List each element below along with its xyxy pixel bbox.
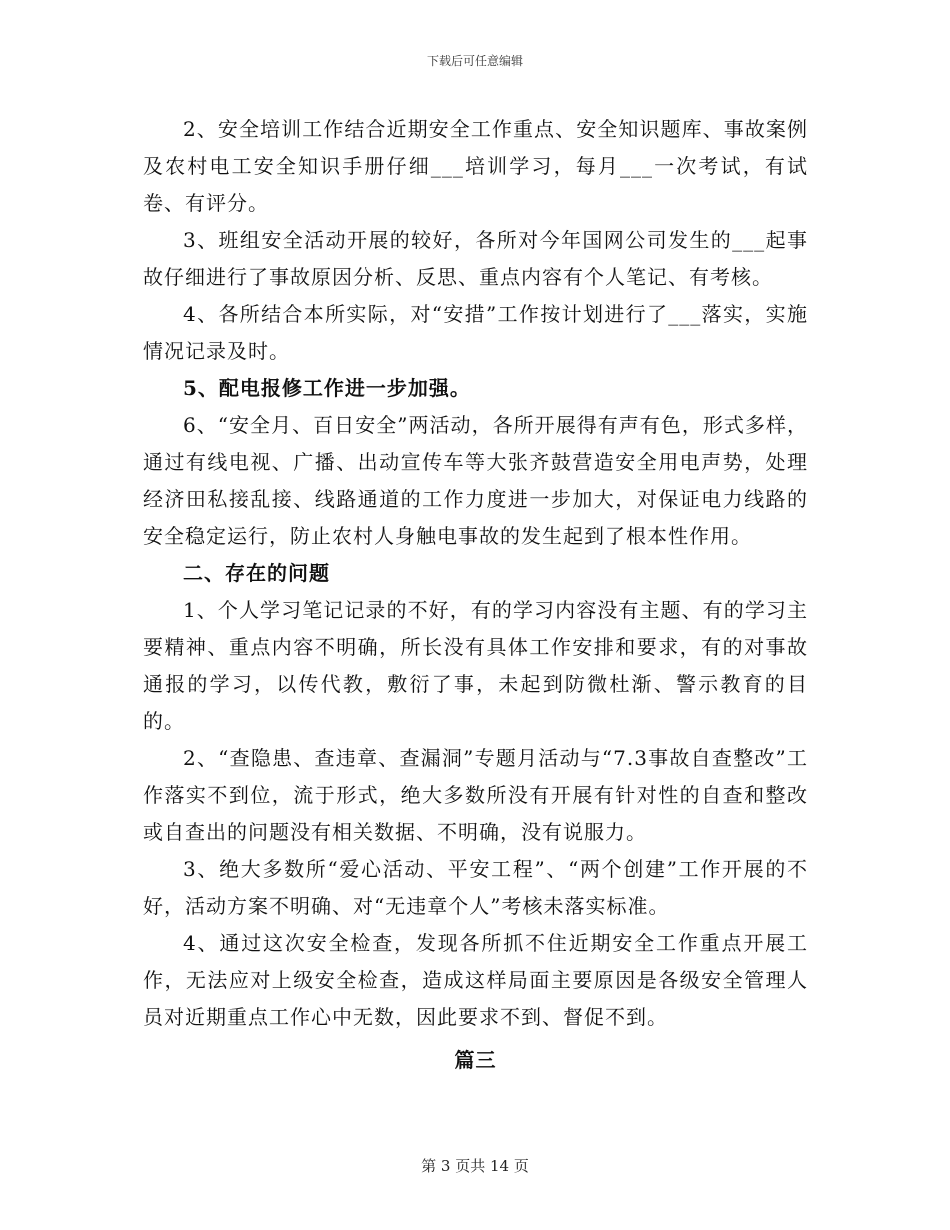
paragraph-problem-4: 4、通过这次安全检查，发现各所抓不住近期安全工作重点开展工作，无法应对上级安全检查，造成这样局面主要原因是各级安全管理人员对近期重点工作心中无数，因此要求不到、督促不到。	[143, 931, 808, 1029]
paragraph-problem-1: 1、个人学习笔记记录的不好，有的学习内容没有主题、有的学习主要精神、重点内容不明确，所长没有具体工作安排和要求，有的对事故通报的学习，以传代教，敷衍了事，未起到防微杜渐、警示教育的目的。	[143, 598, 808, 733]
page-header: 下载后可任意编辑	[426, 54, 523, 68]
section-title: 篇三	[454, 1048, 497, 1072]
paragraph-safety-month: 6、“安全月、百日安全”两活动，各所开展得有声有色，形式多样，通过有线电视、广播、出动宣传车等大张齐鼓营造安全用电声势，处理经济田私接乱接、线路通道的工作力度进一步加大，对保证电力线路的安全稳定运行，防止农村人身触电事故的发生起到了根本性作用。	[143, 413, 808, 548]
paragraph-problem-2: 2、“查隐患、查违章、查漏洞”专题月活动与“7.3事故自查整改”工作落实不到位，流于形式，绝大多数所没有开展有针对性的自查和整改或自查出的问题没有相关数据、不明确，没有说服力。	[143, 746, 808, 844]
document-body	[143, 111, 808, 1079]
page-footer: 第 3 页共 14 页	[421, 1157, 529, 1175]
paragraph-problem-3: 3、绝大多数所“爱心活动、平安工程”、“两个创建”工作开展的不好，活动方案不明确、对“无违章个人”考核未落实标准。	[143, 857, 808, 918]
paragraph-training: 2、安全培训工作结合近期安全工作重点、安全知识题库、事故案例及农村电工安全知识手册仔细___培训学习，每月___一次考试，有试卷、有评分。	[143, 117, 808, 215]
paragraph-repair-heading: 5、配电报修工作进一步加强。	[183, 376, 471, 400]
section-heading-problems: 二、存在的问题	[183, 561, 330, 585]
paragraph-team-activity: 3、班组安全活动开展的较好，各所对今年国网公司发生的___起事故仔细进行了事故原因分析、反思、重点内容有个人笔记、有考核。	[143, 228, 808, 289]
paragraph-safety-measures: 4、各所结合本所实际，对“安措”工作按计划进行了___落实，实施情况记录及时。	[143, 302, 808, 363]
